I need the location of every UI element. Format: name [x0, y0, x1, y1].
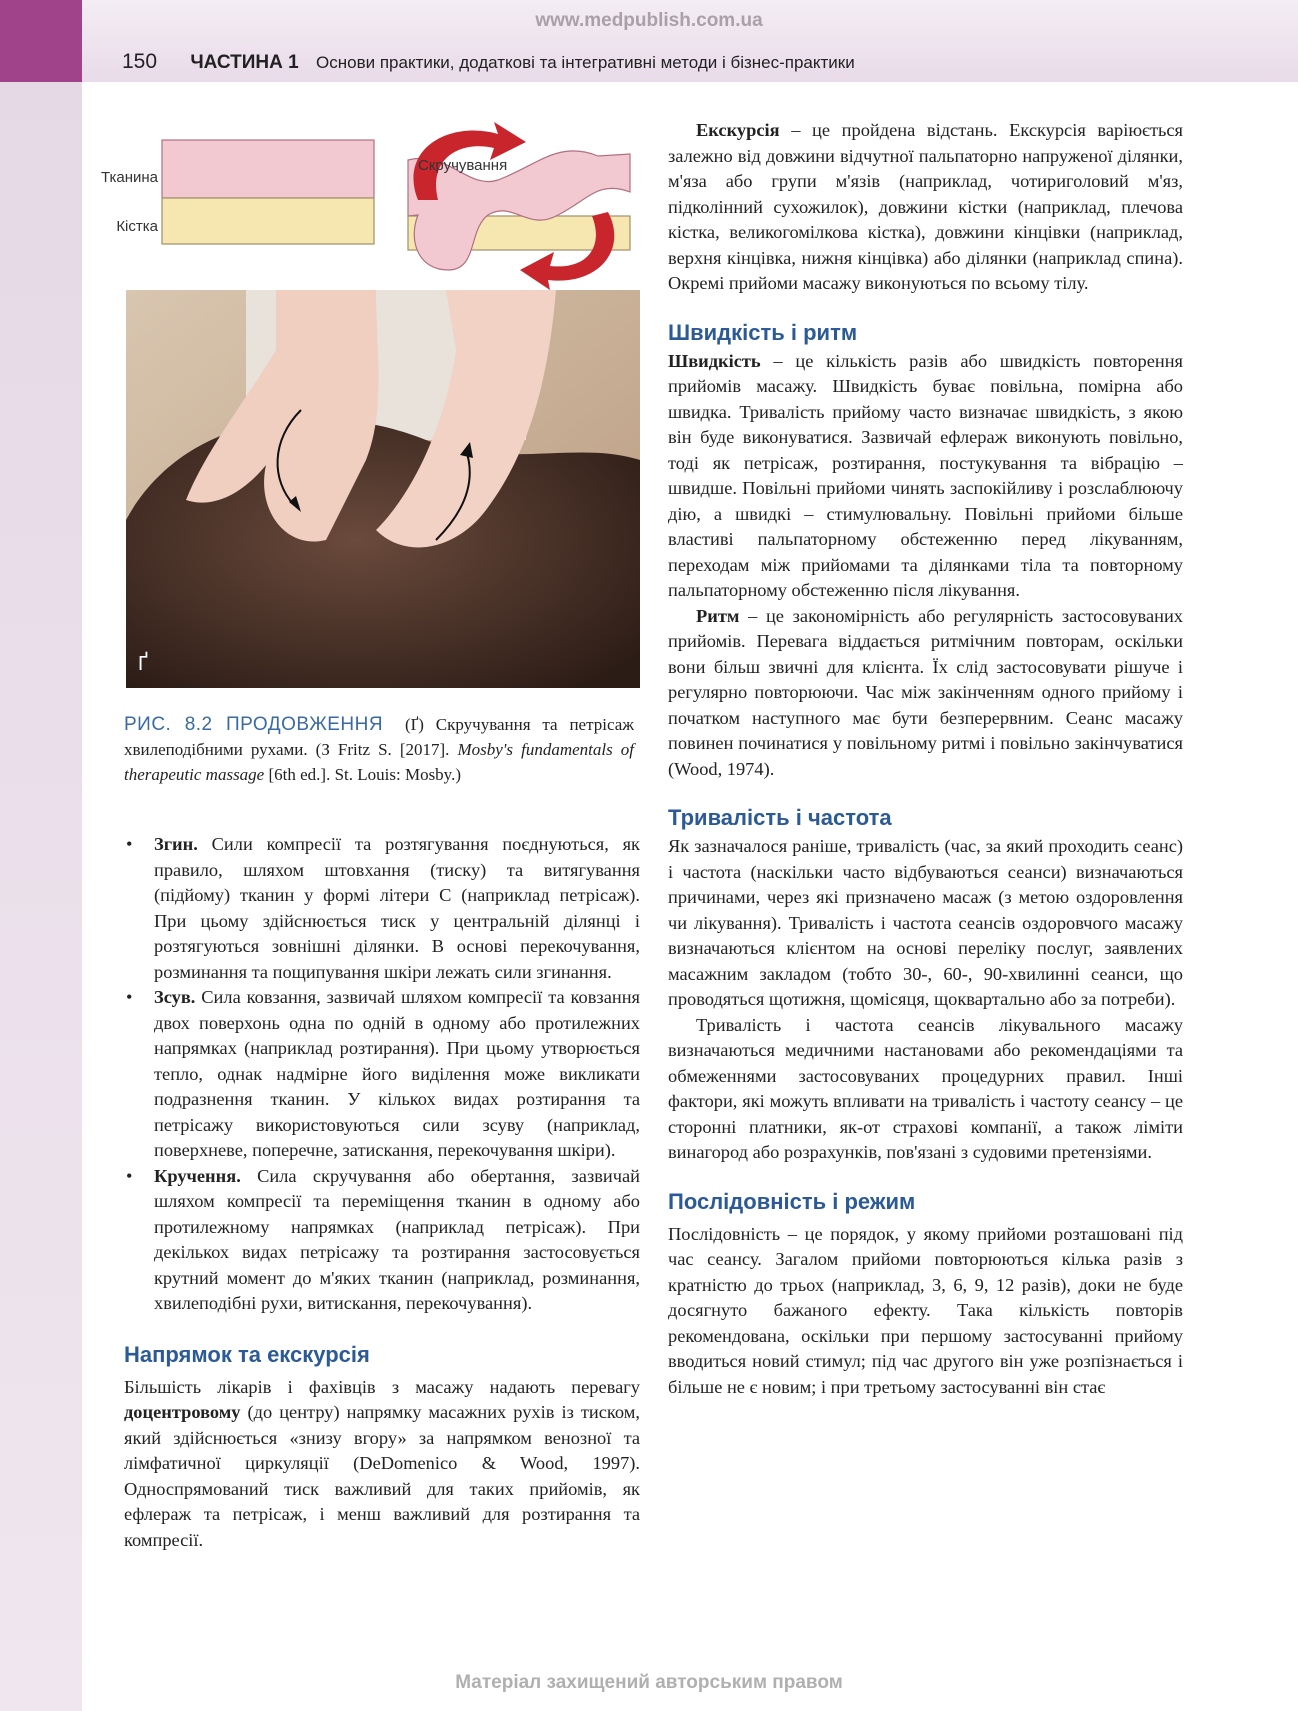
bone-label: Кістка — [116, 218, 158, 235]
heading-direction: Напрямок та екскурсія — [124, 1341, 370, 1367]
normal-tissue-block — [162, 140, 374, 244]
duration-paragraph-2: Тривалість і частота сеансів лікувального масажу визначаються медичними настановами або рекомендаціями та обмеженнями застосовуваних процедурних правил. Інші фактори, які можуть впливати на тривалість і частоту сеансу – це сторонні платники, як-от страхові компанії, а також ліміти винагород або розрахунків, пов'язані з судовими претензіями. — [668, 1014, 1183, 1162]
sequence-paragraph: Послідовність – це порядок, у якому прийоми розташовані під час сеансу. Загалом прийоми повторюються кілька разів з кратністю до трьох (наприклад, 3, 6, 9, 12 разів), доки не буде досягнуто бажаного ефекту. Така кількість повторів рекомендована, оскільки при першому застосуванні прийому вводиться новий стимул; під час другого він уже розпізнається і більше не є новим; і при третьому застосуванні він стає — [668, 1223, 1183, 1397]
excursion-term: Екскурсія — [696, 120, 780, 140]
excursion-text: – це пройдена відстань. Екскурсія варіюється залежно від довжини відчутної пальпаторно напруженої ділянки, м'яза або групи м'язів (наприклад, чотириголовий м'яз, підколінний сухожилок), довжини кістки (наприклад, плечова кістка, великогомілкова кістка), довжини кінцівки (наприклад, верхня кінцівка, нижня кінцівка) або ділянки (наприклад спина). Окремі прийоми масажу виконуються по всьому тілу. — [668, 120, 1183, 293]
page-number: 150 — [122, 50, 158, 73]
left-margin-strip — [0, 82, 82, 1711]
right-column — [668, 118, 1183, 1400]
rhythm-paragraph — [668, 604, 1183, 783]
bullet-term: Згин. — [154, 834, 198, 854]
list-item — [124, 832, 640, 985]
list-item — [124, 985, 640, 1164]
excursion-paragraph — [668, 118, 1183, 297]
bullet-icon: • — [126, 1165, 133, 1186]
list-item — [124, 1164, 640, 1317]
direction-bold-term: доцентровому — [124, 1402, 241, 1422]
bullet-text: Сили компресії та розтягування поєднуються, як правило, шляхом штовхання (тиску) та витягування (підйому) тканин у формі літери С (наприклад петрісаж). При цьому здійснюється тиск у центральній ділянці і розтягуються зовнішні ділянки. В основі перекочування, розминання та пощипування шкіри лежать сили згинання. — [154, 834, 640, 982]
speed-paragraph — [668, 349, 1183, 604]
left-column — [124, 832, 640, 1553]
caption-tail: [6th ed.]. St. Louis: Mosby.) — [268, 765, 461, 784]
rhythm-text: – це закономірність або регулярність застосовуваних прийомів. Перевага віддається ритмічним повторам, оскільки вони більш звичні для клієнта. Їх слід застосовувати рішуче і регулярно повторюючи. Час між закінченням одного прийому і початком наступного має бути безперервним. Сеанс масажу повинен починатися у повільному ритмі і повільно закінчуватися (Wood, 1974). — [668, 605, 1183, 779]
bullet-term: Кручення. — [154, 1165, 241, 1186]
panel-letter: Ґ — [138, 653, 148, 675]
caption-text: (Ґ) Скручування та петрісаж хвилеподібними рухами. (З Fritz S. [2017]. — [124, 715, 634, 759]
duration-paragraph-1: Як зазначалося раніше, тривалість (час, за який проходить сеанс) і частота (наскільки часто відбуваються сеанси) визначаються причинами, через які призначено масаж (з метою оздоровлення чи лікування). Тривалість і частота сеансів оздоровчого масажу визначаються клієнтом на основі переліку послуг, заявлених масажним закладом (тобто 30-, 60-, 90-хвилинні сеанси, що проводяться щотижня, щомісяця, щоквартально або за потреби). — [668, 836, 1183, 1009]
part-label: ЧАСТИНА 1 — [190, 52, 299, 73]
speed-text: – це кількість разів або швидкість повторення прийомів масажу. Швидкість буває повільна, помірна або швидка. Тривалість прийому часто визначає швидкість, з якою він буде виконуватися. Зазвичай ефлераж виконують повільно, тоді як петрісаж, розтирання, постукування та вібрацію – швидше. Повільні прийоми чинять заспокійливу і розслаблюючу дію, а швидкі – стимулювальну. Повільні прийоми більше властиві пальпаторному обстеженню перед лікуванням, переходам між прийомами та ділянками тіла та повторному пальпаторному обстеженню після лікування. — [668, 350, 1183, 600]
massage-photo — [126, 290, 640, 688]
direction-text-start: Більшість лікарів і фахівців з масажу надають перевагу — [124, 1376, 640, 1397]
bullet-term: Зсув. — [154, 987, 196, 1007]
direction-text-end: (до центру) напрямку масажних рухів із тиском, який здійснюється «знизу вгору» за напрямком венозної та лімфатичної циркуляції (DeDomenico & Wood, 1997). Односпрямований тиск важливий для таких прийомів, як ефлераж та петрісаж, і менш важливий для розтирання та компресії. — [124, 1402, 640, 1550]
force-bullet-list — [124, 832, 640, 1317]
bullet-text: Сила ковзання, зазвичай шляхом компресії та ковзання двох поверхонь одна по одній в одному або протилежних напрямках (наприклад розтирання). При цьому утворюється тепло, однак надмірне його виділення може викликати подразнення тканин. У кількох видах розтирання та петрісажу використовуються сили зсуву (наприклад, поверхневе, поперечне, затискання, перекочування шкіри). — [154, 987, 640, 1160]
tissue-label: Тканина — [100, 169, 158, 186]
heading-speed-rhythm: Швидкість і ритм — [668, 319, 858, 345]
running-head — [122, 50, 855, 74]
site-url[interactable]: www.medpublish.com.ua — [535, 10, 763, 31]
rhythm-term: Ритм — [696, 605, 740, 626]
figure-caption — [124, 712, 634, 787]
bullet-icon: • — [126, 987, 133, 1007]
direction-paragraph — [124, 1375, 640, 1554]
twist-diagram — [100, 120, 638, 290]
caption-label: РИС. 8.2 ПРОДОВЖЕННЯ — [124, 714, 384, 735]
heading-duration: Тривалість і частота — [668, 805, 892, 830]
bullet-text: Сила скручування або обертання, зазвичай шляхом компресії та переміщення тканин в одному або протилежному напрямках (наприклад петрісаж). При декількох видах петрісажу та розтирання застосовується крутний момент до м'яких тканин (наприклад, розминання, хвилеподібні рухи, витискання, перекочування). — [154, 1165, 640, 1313]
speed-term: Швидкість — [668, 350, 761, 371]
twist-label: Скручування — [418, 157, 508, 174]
bullet-icon: • — [126, 834, 133, 854]
heading-sequence: Послідовність і режим — [668, 1188, 916, 1214]
caption-italic: Mosby's fundamentals of therapeutic massage — [124, 740, 634, 784]
copyright-footer: Матеріал захищений авторським правом — [455, 1672, 843, 1693]
part-title: Основи практики, додаткові та інтегративні методи і бізнес-практики — [316, 53, 855, 72]
